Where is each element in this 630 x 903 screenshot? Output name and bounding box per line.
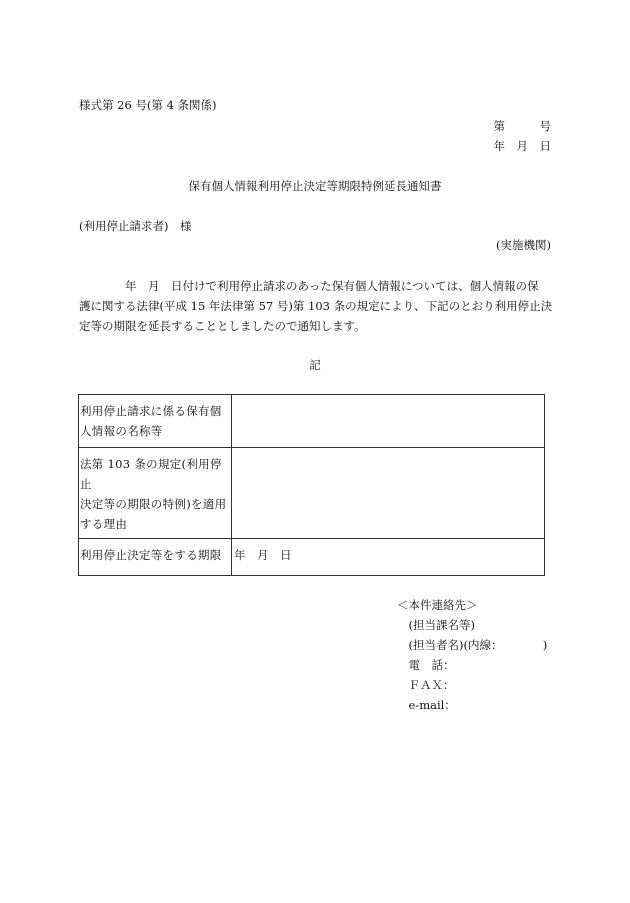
label-line: する理由 <box>80 517 128 531</box>
page-title: 保有個人情報利用停止決定等期限特例延長通知書 <box>188 179 442 193</box>
label-line: 利用停止請求に係る保有個 <box>80 404 222 418</box>
contact-person: (担当者名)(内線： ) <box>397 638 548 652</box>
ki-heading: 記 <box>309 358 321 372</box>
body-paragraph <box>79 276 551 336</box>
issuer: (実施機関) <box>496 238 551 252</box>
table-value-cell <box>232 448 545 539</box>
issue-date: 年 月 日 <box>493 139 551 153</box>
table-value-cell <box>232 395 545 448</box>
label-line: 人情報の名称等 <box>80 424 163 438</box>
body-line: 護に関する法律(平成 15 年法律第 57 号)第 103 条の規定により、下記のとおり利用停止決 <box>79 299 553 313</box>
contact-fax: ＦＡＸ： <box>397 678 455 692</box>
label-line: 法第 103 条の規定(利用停止 <box>80 457 222 491</box>
contact-heading: ＜本件連絡先＞ <box>397 598 478 612</box>
contact-phone: 電 話： <box>397 658 455 672</box>
label-line: 利用停止決定等をする期限 <box>80 548 222 562</box>
table-label-cell <box>79 539 232 576</box>
table-label-cell <box>79 395 232 448</box>
form-number: 様式第 26 号(第 4 条関係) <box>79 98 217 112</box>
label-line: 決定等の期限の特例)を適用 <box>80 497 227 511</box>
table-row <box>79 539 545 576</box>
table-label-cell <box>79 448 232 539</box>
body-line: 定等の期限を延長することとしましたので通知します。 <box>79 319 366 333</box>
table-row <box>79 395 545 448</box>
addressee: (利用停止請求者) 様 <box>79 219 192 233</box>
document-number: 第 号 <box>493 119 551 133</box>
records-table <box>78 394 545 576</box>
table-row <box>79 448 545 539</box>
body-line: 年 月 日付けで利用停止請求のあった保有個人情報については、個人情報の保 <box>79 279 539 293</box>
table-value-cell: 年 月 日 <box>232 539 545 576</box>
contact-email: e-mail： <box>397 698 456 712</box>
contact-department: (担当課名等) <box>397 618 475 632</box>
